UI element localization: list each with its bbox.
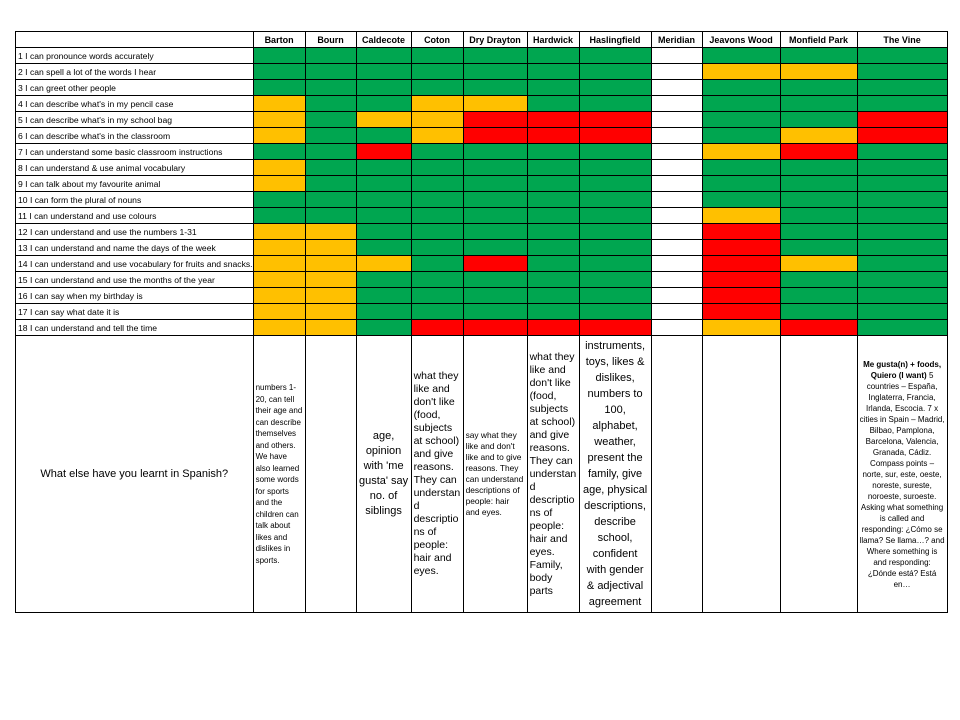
rating-cell-barton <box>253 96 305 112</box>
criterion-label: 15 I can understand and use the months of the year <box>16 272 254 288</box>
rating-cell-meridian <box>651 48 702 64</box>
rating-cell-monfield-park <box>780 240 857 256</box>
rating-cell-hardwick <box>527 272 579 288</box>
rating-cell-meridian <box>651 304 702 320</box>
rating-cell-hardwick <box>527 192 579 208</box>
rating-cell-hardwick <box>527 256 579 272</box>
criterion-label: 11 I can understand and use colours <box>16 208 254 224</box>
school-header-bourn: Bourn <box>305 32 356 48</box>
rating-cell-bourn <box>305 176 356 192</box>
rating-cell-jeavons-wood <box>702 240 780 256</box>
rating-cell-coton <box>411 64 463 80</box>
rating-cell-caldecote <box>356 240 411 256</box>
rating-cell-the-vine <box>857 256 947 272</box>
rating-cell-barton <box>253 208 305 224</box>
criterion-label: 3 I can greet other people <box>16 80 254 96</box>
rating-cell-the-vine <box>857 48 947 64</box>
learnt-caldecote: age, opinion with 'me gusta' say no. of siblings <box>356 336 411 613</box>
rating-cell-coton <box>411 112 463 128</box>
rating-cell-the-vine <box>857 304 947 320</box>
rating-cell-bourn <box>305 288 356 304</box>
rating-cell-jeavons-wood <box>702 48 780 64</box>
rating-cell-meridian <box>651 240 702 256</box>
rating-cell-meridian <box>651 272 702 288</box>
rating-cell-coton <box>411 96 463 112</box>
rating-cell-barton <box>253 80 305 96</box>
rating-cell-barton <box>253 128 305 144</box>
rating-cell-the-vine <box>857 128 947 144</box>
rating-cell-bourn <box>305 224 356 240</box>
rating-cell-bourn <box>305 144 356 160</box>
rating-cell-bourn <box>305 128 356 144</box>
rating-cell-caldecote <box>356 208 411 224</box>
rating-cell-hardwick <box>527 48 579 64</box>
rating-cell-dry-drayton <box>463 48 527 64</box>
rating-cell-hardwick <box>527 96 579 112</box>
criterion-row <box>16 176 948 192</box>
criterion-label: 8 I can understand & use animal vocabulary <box>16 160 254 176</box>
rating-cell-hardwick <box>527 288 579 304</box>
rating-cell-dry-drayton <box>463 320 527 336</box>
rating-cell-caldecote <box>356 128 411 144</box>
rating-cell-barton <box>253 240 305 256</box>
rating-cell-jeavons-wood <box>702 224 780 240</box>
rating-cell-meridian <box>651 256 702 272</box>
rating-cell-barton <box>253 272 305 288</box>
rating-cell-hardwick <box>527 208 579 224</box>
rating-cell-jeavons-wood <box>702 320 780 336</box>
rating-cell-monfield-park <box>780 80 857 96</box>
rating-cell-caldecote <box>356 320 411 336</box>
rating-cell-monfield-park <box>780 272 857 288</box>
rating-cell-monfield-park <box>780 304 857 320</box>
learnt-dry-drayton: say what they like and don't like and to give reasons. They can understand descriptions of people: hair and eyes. <box>463 336 527 613</box>
school-header-the-vine: The Vine <box>857 32 947 48</box>
learnt-coton: what they like and don't like (food, subjects at school) and give reasons. They can understan d descriptio ns of people: hair and eyes. <box>411 336 463 613</box>
rating-cell-coton <box>411 80 463 96</box>
rating-cell-barton <box>253 224 305 240</box>
learnt-haslingfield: instruments, toys, likes & dislikes, numbers to 100, alphabet, weather, present the family, give age, physical descriptions, describe school, confident with gender & adjectival agreement <box>579 336 651 613</box>
criterion-label: 4 I can describe what's in my pencil case <box>16 96 254 112</box>
rating-cell-jeavons-wood <box>702 128 780 144</box>
rating-cell-haslingfield <box>579 176 651 192</box>
rating-cell-bourn <box>305 208 356 224</box>
learnt-meridian <box>651 336 702 613</box>
rating-cell-caldecote <box>356 272 411 288</box>
criterion-label: 5 I can describe what's in my school bag <box>16 112 254 128</box>
rating-cell-hardwick <box>527 128 579 144</box>
rating-cell-hardwick <box>527 224 579 240</box>
rating-cell-monfield-park <box>780 192 857 208</box>
rating-cell-coton <box>411 160 463 176</box>
rating-cell-coton <box>411 128 463 144</box>
rating-cell-coton <box>411 192 463 208</box>
criterion-label: 7 I can understand some basic classroom instructions <box>16 144 254 160</box>
rating-cell-monfield-park <box>780 176 857 192</box>
rating-cell-jeavons-wood <box>702 160 780 176</box>
spanish-assessment-table <box>15 31 948 613</box>
rating-cell-caldecote <box>356 224 411 240</box>
rating-cell-monfield-park <box>780 160 857 176</box>
rating-cell-barton <box>253 176 305 192</box>
rating-cell-bourn <box>305 256 356 272</box>
rating-cell-haslingfield <box>579 208 651 224</box>
learnt-bourn <box>305 336 356 613</box>
criterion-row <box>16 96 948 112</box>
learnt-row <box>16 336 948 613</box>
criterion-row <box>16 288 948 304</box>
rating-cell-coton <box>411 320 463 336</box>
criterion-row <box>16 256 948 272</box>
rating-cell-haslingfield <box>579 304 651 320</box>
rating-cell-jeavons-wood <box>702 64 780 80</box>
school-header-meridian: Meridian <box>651 32 702 48</box>
learnt-the-vine: Me gusta(n) + foods, Quiero (I want) 5 countries – España, Inglaterra, Francia, Irlanda, Escocia. 7 x cities in Spain – Madrid, Bilbao, Pamplona, Barcelona, Valencia, Granada, Cádiz. Compass points – norte, sur, este, oeste, noreste, sureste, noroeste, suroeste. Asking what something is called and responding: ¿Cómo se llama? Se llama…? and Where something is and responding: ¿Dónde está? Está en… <box>857 336 947 613</box>
rating-cell-meridian <box>651 320 702 336</box>
learnt-barton: numbers 1-20, can tell their age and can describe themselves and others. We have also learned some words for sports and the children can talk about likes and dislikes in sports. <box>253 336 305 613</box>
rating-cell-dry-drayton <box>463 176 527 192</box>
rating-cell-dry-drayton <box>463 160 527 176</box>
rating-cell-haslingfield <box>579 320 651 336</box>
rating-cell-dry-drayton <box>463 224 527 240</box>
rating-cell-caldecote <box>356 64 411 80</box>
criterion-row <box>16 304 948 320</box>
rating-cell-meridian <box>651 288 702 304</box>
school-header-hardwick: Hardwick <box>527 32 579 48</box>
rating-cell-monfield-park <box>780 144 857 160</box>
rating-cell-monfield-park <box>780 96 857 112</box>
learnt-question: What else have you learnt in Spanish? <box>16 336 254 613</box>
rating-cell-hardwick <box>527 64 579 80</box>
rating-cell-hardwick <box>527 112 579 128</box>
criterion-row <box>16 64 948 80</box>
rating-cell-bourn <box>305 112 356 128</box>
rating-cell-caldecote <box>356 160 411 176</box>
header-corner <box>16 32 254 48</box>
rating-cell-coton <box>411 304 463 320</box>
criterion-label: 12 I can understand and use the numbers 1-31 <box>16 224 254 240</box>
rating-cell-barton <box>253 304 305 320</box>
rating-cell-bourn <box>305 320 356 336</box>
criterion-label: 14 I can understand and use vocabulary for fruits and snacks. <box>16 256 254 272</box>
rating-cell-coton <box>411 208 463 224</box>
rating-cell-jeavons-wood <box>702 144 780 160</box>
rating-cell-haslingfield <box>579 48 651 64</box>
rating-cell-caldecote <box>356 288 411 304</box>
rating-cell-meridian <box>651 64 702 80</box>
criterion-row <box>16 112 948 128</box>
rating-cell-coton <box>411 256 463 272</box>
rating-cell-the-vine <box>857 112 947 128</box>
criterion-label: 10 I can form the plural of nouns <box>16 192 254 208</box>
criterion-row <box>16 240 948 256</box>
rating-cell-hardwick <box>527 80 579 96</box>
rating-cell-bourn <box>305 192 356 208</box>
rating-cell-haslingfield <box>579 192 651 208</box>
rating-cell-dry-drayton <box>463 256 527 272</box>
rating-cell-caldecote <box>356 176 411 192</box>
rating-cell-the-vine <box>857 176 947 192</box>
criterion-row <box>16 320 948 336</box>
criterion-row <box>16 48 948 64</box>
rating-cell-the-vine <box>857 224 947 240</box>
rating-cell-caldecote <box>356 112 411 128</box>
rating-cell-the-vine <box>857 272 947 288</box>
school-header-caldecote: Caldecote <box>356 32 411 48</box>
rating-cell-hardwick <box>527 160 579 176</box>
rating-cell-the-vine <box>857 288 947 304</box>
rating-cell-monfield-park <box>780 128 857 144</box>
rating-cell-barton <box>253 256 305 272</box>
rating-cell-haslingfield <box>579 224 651 240</box>
rating-cell-dry-drayton <box>463 128 527 144</box>
rating-cell-jeavons-wood <box>702 208 780 224</box>
rating-cell-the-vine <box>857 240 947 256</box>
criterion-label: 18 I can understand and tell the time <box>16 320 254 336</box>
rating-cell-monfield-park <box>780 288 857 304</box>
rating-cell-dry-drayton <box>463 64 527 80</box>
rating-cell-meridian <box>651 208 702 224</box>
rating-cell-dry-drayton <box>463 96 527 112</box>
rating-cell-meridian <box>651 224 702 240</box>
criterion-row <box>16 224 948 240</box>
rating-cell-the-vine <box>857 96 947 112</box>
criterion-label: 2 I can spell a lot of the words I hear <box>16 64 254 80</box>
rating-cell-monfield-park <box>780 64 857 80</box>
school-header-jeavons-wood: Jeavons Wood <box>702 32 780 48</box>
rating-cell-coton <box>411 240 463 256</box>
rating-cell-bourn <box>305 96 356 112</box>
rating-cell-coton <box>411 48 463 64</box>
rating-cell-the-vine <box>857 208 947 224</box>
rating-cell-caldecote <box>356 304 411 320</box>
rating-cell-bourn <box>305 272 356 288</box>
rating-cell-the-vine <box>857 80 947 96</box>
criterion-row <box>16 160 948 176</box>
rating-cell-dry-drayton <box>463 192 527 208</box>
rating-cell-bourn <box>305 160 356 176</box>
rating-cell-coton <box>411 272 463 288</box>
rating-cell-jeavons-wood <box>702 256 780 272</box>
rating-cell-dry-drayton <box>463 304 527 320</box>
criterion-row <box>16 192 948 208</box>
rating-cell-jeavons-wood <box>702 80 780 96</box>
rating-cell-meridian <box>651 176 702 192</box>
school-header-haslingfield: Haslingfield <box>579 32 651 48</box>
rating-cell-barton <box>253 320 305 336</box>
rating-cell-barton <box>253 112 305 128</box>
rating-cell-dry-drayton <box>463 208 527 224</box>
rating-cell-dry-drayton <box>463 80 527 96</box>
rating-cell-barton <box>253 144 305 160</box>
criterion-label: 17 I can say what date it is <box>16 304 254 320</box>
rating-cell-hardwick <box>527 320 579 336</box>
rating-cell-haslingfield <box>579 160 651 176</box>
rating-cell-the-vine <box>857 64 947 80</box>
rating-cell-monfield-park <box>780 112 857 128</box>
rating-cell-haslingfield <box>579 80 651 96</box>
criterion-label: 9 I can talk about my favourite animal <box>16 176 254 192</box>
rating-cell-the-vine <box>857 320 947 336</box>
rating-cell-meridian <box>651 128 702 144</box>
criterion-row <box>16 272 948 288</box>
rating-cell-bourn <box>305 64 356 80</box>
rating-cell-caldecote <box>356 192 411 208</box>
rating-cell-bourn <box>305 80 356 96</box>
rating-cell-barton <box>253 288 305 304</box>
rating-cell-dry-drayton <box>463 240 527 256</box>
rating-cell-dry-drayton <box>463 112 527 128</box>
rating-cell-meridian <box>651 96 702 112</box>
learnt-monfield-park <box>780 336 857 613</box>
rating-cell-barton <box>253 64 305 80</box>
rating-cell-meridian <box>651 192 702 208</box>
rating-cell-meridian <box>651 160 702 176</box>
criterion-row <box>16 144 948 160</box>
criterion-row <box>16 80 948 96</box>
criterion-row <box>16 128 948 144</box>
rating-cell-caldecote <box>356 80 411 96</box>
criterion-label: 6 I can describe what's in the classroom <box>16 128 254 144</box>
rating-cell-monfield-park <box>780 320 857 336</box>
rating-cell-haslingfield <box>579 272 651 288</box>
rating-cell-barton <box>253 48 305 64</box>
criterion-label: 16 I can say when my birthday is <box>16 288 254 304</box>
header-row <box>16 32 948 48</box>
rating-cell-bourn <box>305 48 356 64</box>
rating-cell-jeavons-wood <box>702 192 780 208</box>
rating-cell-haslingfield <box>579 240 651 256</box>
school-header-monfield-park: Monfield Park <box>780 32 857 48</box>
rating-cell-coton <box>411 144 463 160</box>
rating-cell-meridian <box>651 144 702 160</box>
learnt-jeavons-wood <box>702 336 780 613</box>
rating-cell-bourn <box>305 240 356 256</box>
rating-cell-haslingfield <box>579 112 651 128</box>
rating-cell-haslingfield <box>579 144 651 160</box>
rating-cell-the-vine <box>857 144 947 160</box>
rating-cell-dry-drayton <box>463 288 527 304</box>
rating-cell-hardwick <box>527 144 579 160</box>
school-header-coton: Coton <box>411 32 463 48</box>
rating-cell-haslingfield <box>579 64 651 80</box>
rating-cell-the-vine <box>857 192 947 208</box>
rating-cell-haslingfield <box>579 256 651 272</box>
learnt-hardwick: what they like and don't like (food, subjects at school) and give reasons. They can understan d descriptio ns of people: hair and eyes. Family, body parts <box>527 336 579 613</box>
rating-cell-haslingfield <box>579 128 651 144</box>
rating-cell-dry-drayton <box>463 272 527 288</box>
rating-cell-monfield-park <box>780 256 857 272</box>
school-header-barton: Barton <box>253 32 305 48</box>
rating-cell-meridian <box>651 80 702 96</box>
school-header-dry-drayton: Dry Drayton <box>463 32 527 48</box>
rating-cell-monfield-park <box>780 208 857 224</box>
rating-cell-dry-drayton <box>463 144 527 160</box>
rating-cell-jeavons-wood <box>702 272 780 288</box>
rating-cell-caldecote <box>356 96 411 112</box>
rating-cell-jeavons-wood <box>702 288 780 304</box>
rating-cell-haslingfield <box>579 288 651 304</box>
criterion-label: 1 I can pronounce words accurately <box>16 48 254 64</box>
rating-cell-monfield-park <box>780 48 857 64</box>
rating-cell-coton <box>411 176 463 192</box>
rating-cell-caldecote <box>356 256 411 272</box>
rating-cell-bourn <box>305 304 356 320</box>
rating-cell-coton <box>411 224 463 240</box>
rating-cell-barton <box>253 192 305 208</box>
rating-cell-hardwick <box>527 304 579 320</box>
criterion-row <box>16 208 948 224</box>
rating-cell-caldecote <box>356 144 411 160</box>
rating-cell-haslingfield <box>579 96 651 112</box>
rating-cell-hardwick <box>527 240 579 256</box>
criterion-label: 13 I can understand and name the days of the week <box>16 240 254 256</box>
rating-cell-the-vine <box>857 160 947 176</box>
rating-cell-coton <box>411 288 463 304</box>
rating-cell-caldecote <box>356 48 411 64</box>
rating-cell-monfield-park <box>780 224 857 240</box>
rating-cell-barton <box>253 160 305 176</box>
rating-cell-hardwick <box>527 176 579 192</box>
criteria-body <box>16 48 948 336</box>
rating-cell-jeavons-wood <box>702 112 780 128</box>
rating-cell-jeavons-wood <box>702 304 780 320</box>
rating-cell-jeavons-wood <box>702 176 780 192</box>
rating-cell-jeavons-wood <box>702 96 780 112</box>
rating-cell-meridian <box>651 112 702 128</box>
